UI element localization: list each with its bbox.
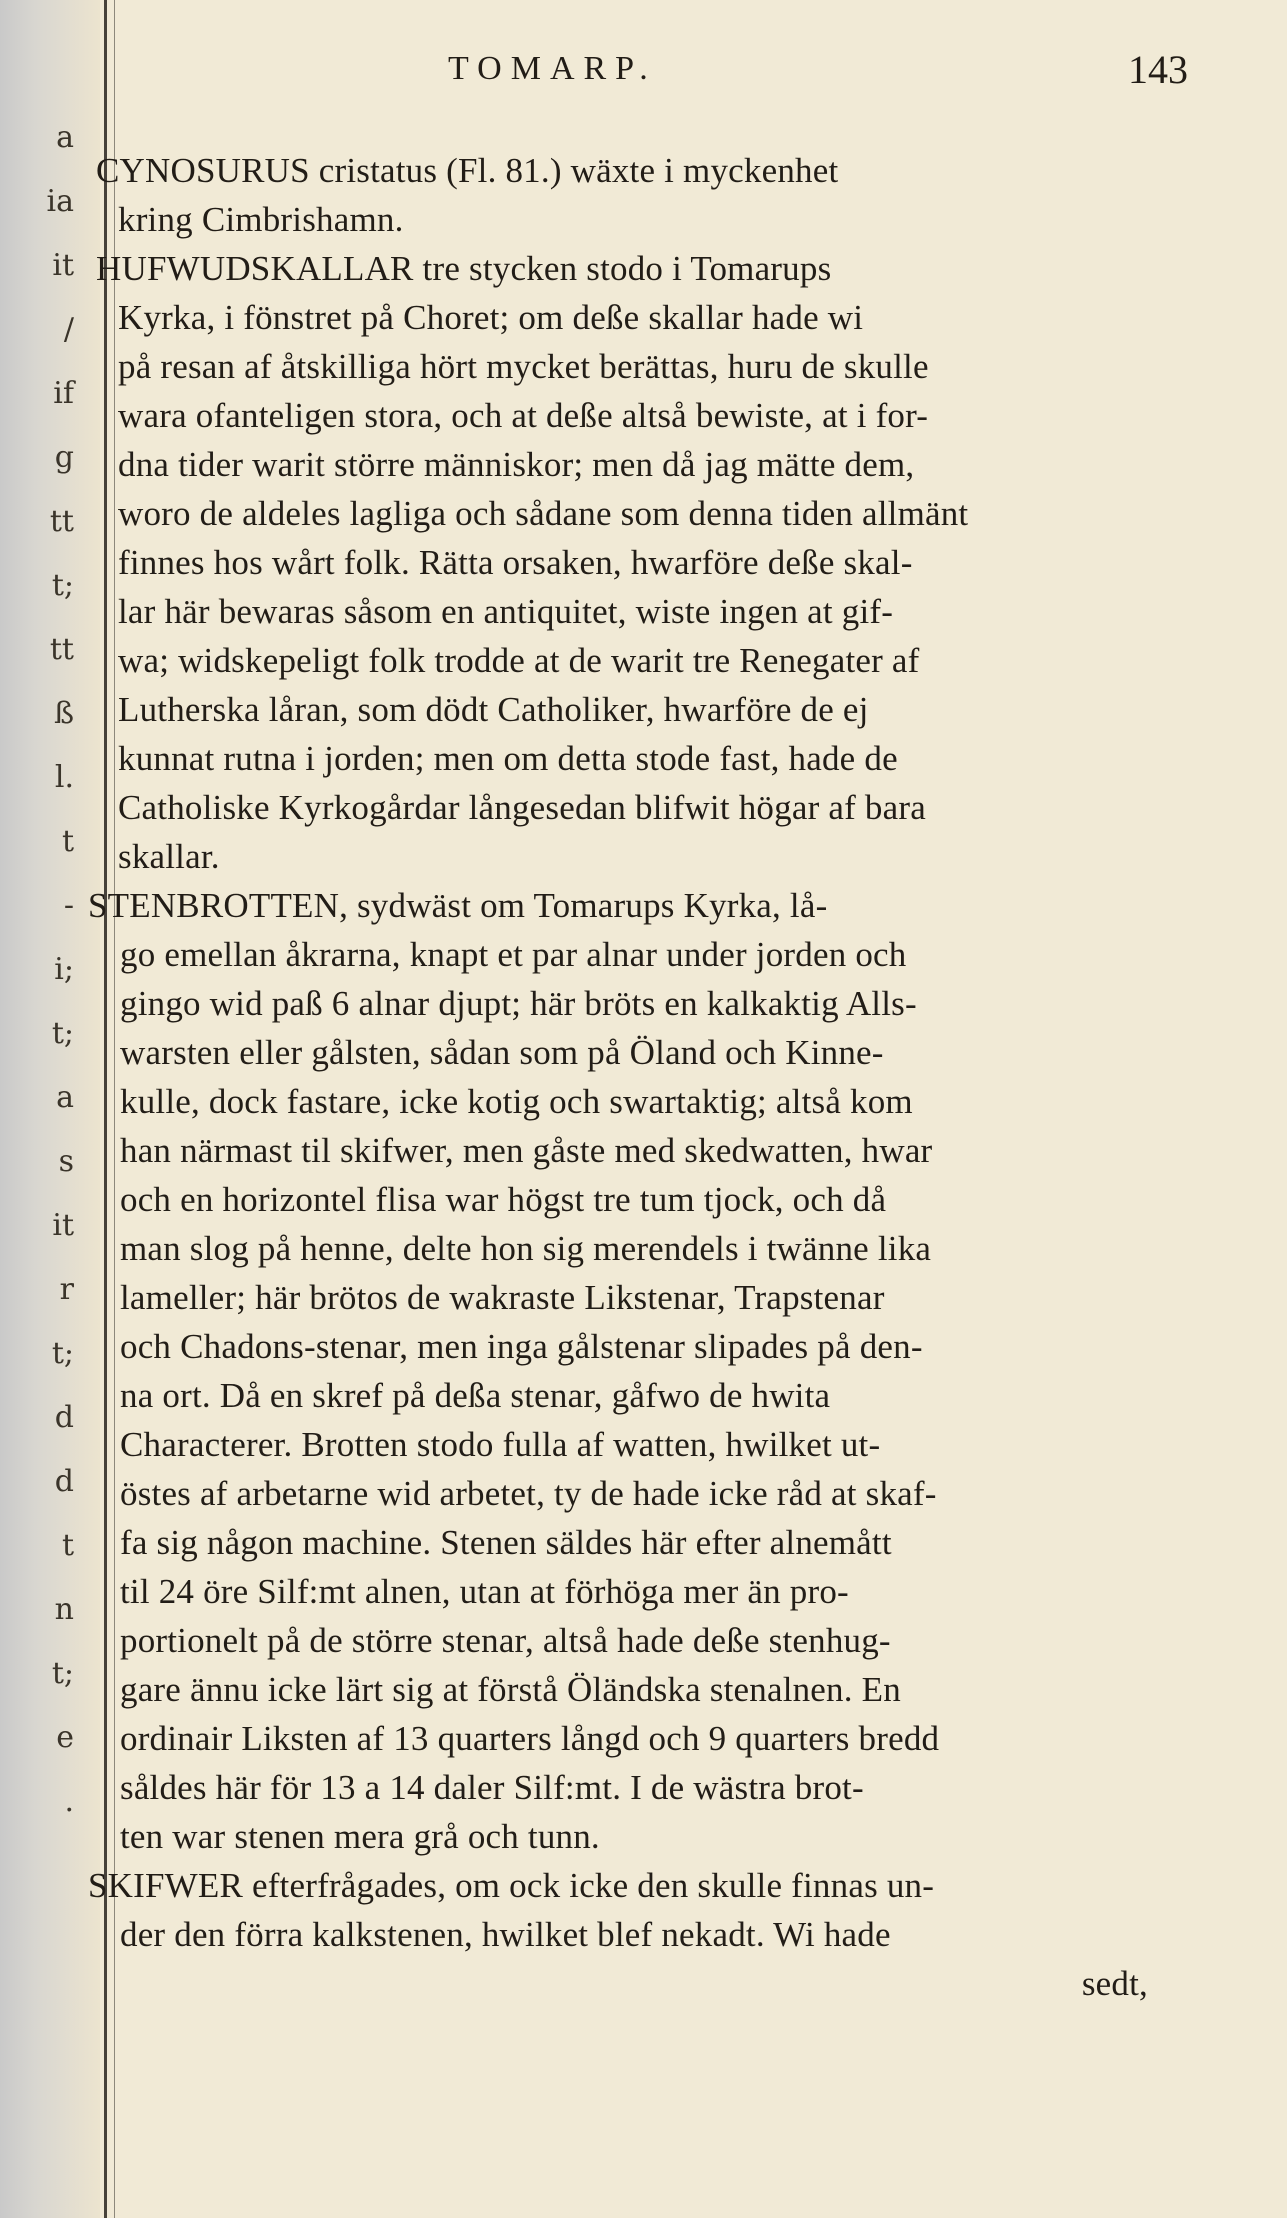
bleed-fragment: t; (51, 568, 74, 603)
text-line: och Chadons-stenar, men inga gålstenar slipades på den- (120, 1327, 923, 1366)
text-line: gingo wid paß 6 alnar djupt; här bröts en kalkaktig Alls- (120, 984, 917, 1023)
bleed-fragment: d (54, 1400, 74, 1435)
text-line: ten war stenen mera grå och tunn. (120, 1817, 600, 1856)
text-line: kulle, dock fastare, icke kotig och swartaktig; altså kom (120, 1082, 913, 1121)
text-line: lar här bewaras såsom en antiquitet, wiste ingen at gif- (118, 592, 894, 631)
text-line: CYNOSURUS cristatus (Fl. 81.) wäxte i myckenhet (96, 151, 839, 190)
text-line: såldes här för 13 a 14 daler Silf:mt. I de wästra brot- (120, 1768, 864, 1807)
bleed-fragment: g (54, 440, 74, 475)
bleed-fragment: t; (51, 1656, 74, 1691)
bleed-fragment: t (61, 824, 74, 859)
bleed-fragment: t (61, 1528, 74, 1563)
bleed-fragment: l. (54, 760, 74, 795)
book-page (88, 40, 1238, 2008)
text-line: SKIFWER efterfrågades, om ock icke den skulle finnas un- (88, 1866, 935, 1905)
text-line: go emellan åkrarna, knapt et par alnar under jorden och (120, 935, 907, 974)
catchword: sedt, (1081, 1964, 1148, 2003)
bleed-fragment: a (56, 1080, 74, 1115)
bleed-fragment: if (53, 376, 74, 411)
text-line: man slog på henne, delte hon sig merendels i twänne lika (120, 1229, 932, 1268)
text-line: finnes hos wårt folk. Rätta orsaken, hwarföre deße skal- (118, 543, 913, 582)
bleed-fragment: t; (51, 1336, 74, 1371)
bleed-fragment: t; (51, 1016, 74, 1051)
text-line: han närmast til skifwer, men gåste med skedwatten, hwar (120, 1131, 933, 1170)
bleed-fragment: r (59, 1272, 74, 1307)
text-line: til 24 öre Silf:mt alnen, utan at förhöga mer än pro- (120, 1572, 849, 1611)
text-line: kring Cimbrishamn. (118, 200, 404, 239)
entry-skifwer (88, 1861, 1238, 1959)
text-line: wara ofanteligen stora, och at deße altså bewiste, at i for- (118, 396, 929, 435)
text-line: och en horizontel flisa war högst tre tum tjock, och då (120, 1180, 887, 1219)
bleed-fragment: . (64, 1784, 74, 1819)
text-line: skallar. (118, 837, 220, 876)
text-line: kunnat rutna i jorden; men om detta stode fast, hade de (118, 739, 898, 778)
text-line: Lutherska låran, som dödt Catholiker, hwarföre de ej (118, 690, 869, 729)
text-line: na ort. Då en skref på deßa stenar, gåfwo de hwita (120, 1376, 831, 1415)
text-line: ordinair Liksten af 13 quarters långd och 9 quarters bredd (120, 1719, 940, 1758)
bleed-fragment: n (54, 1592, 74, 1627)
facing-page-bleed-text (0, 120, 80, 1920)
text-line: östes af arbetarne wid arbetet, ty de hade icke råd at skaf- (120, 1474, 937, 1513)
text-line: dna tider warit större människor; men då jag mätte dem, (118, 445, 915, 484)
bleed-fragment: i; (54, 952, 74, 987)
bleed-fragment: it (52, 1208, 74, 1243)
text-line: der den förra kalkstenen, hwilket blef nekadt. Wi hade (120, 1915, 891, 1954)
page-body (88, 146, 1238, 2008)
entry-stenbrotten (88, 881, 1238, 1861)
page-header (88, 40, 1238, 110)
text-line: Characterer. Brotten stodo fulla af watten, hwilket ut- (120, 1425, 881, 1464)
entry-cynosurus (88, 146, 1238, 244)
bleed-fragment: d (54, 1464, 74, 1499)
bleed-fragment: tt (49, 504, 74, 539)
bleed-fragment: it (52, 248, 74, 283)
page-number: 143 (1128, 47, 1188, 92)
bleed-fragment: tt (49, 632, 74, 667)
text-line: på resan af åtskilliga hört mycket berättas, huru de skulle (118, 347, 929, 386)
bleed-fragment: a (56, 120, 74, 155)
bleed-fragment: e (56, 1720, 74, 1755)
entry-hufwudskallar (88, 244, 1238, 881)
text-line: lameller; här brötos de wakraste Likstenar, Trapstenar (120, 1278, 885, 1317)
text-line: Kyrka, i fönstret på Choret; om deße skallar hade wi (118, 298, 864, 337)
text-line: STENBROTTEN, sydwäst om Tomarups Kyrka, lå- (88, 886, 828, 925)
text-line: woro de aldeles lagliga och sådane som denna tiden allmänt (118, 494, 969, 533)
text-line: HUFWUDSKALLAR tre stycken stodo i Tomarups (96, 249, 832, 288)
text-line: wa; widskepeligt folk trodde at de warit tre Renegater af (118, 641, 920, 680)
text-line: Catholiske Kyrkogårdar långesedan blifwit högar af bara (118, 788, 926, 827)
text-line: warsten eller gålsten, sådan som på Öland och Kinne- (120, 1033, 884, 1072)
running-head: TOMARP. (448, 50, 657, 87)
text-line: fa sig någon machine. Stenen säldes här efter alnemått (120, 1523, 892, 1562)
bleed-fragment: s (58, 1144, 74, 1179)
bleed-fragment: ia (46, 184, 74, 219)
text-line: portionelt på de större stenar, altså hade deße stenhug- (120, 1621, 891, 1660)
text-line: gare ännu icke lärt sig at förstå Öländska stenalnen. En (120, 1670, 901, 1709)
bleed-fragment: ß (53, 696, 74, 731)
bleed-fragment: / (63, 312, 74, 347)
bleed-fragment: - (63, 888, 74, 923)
